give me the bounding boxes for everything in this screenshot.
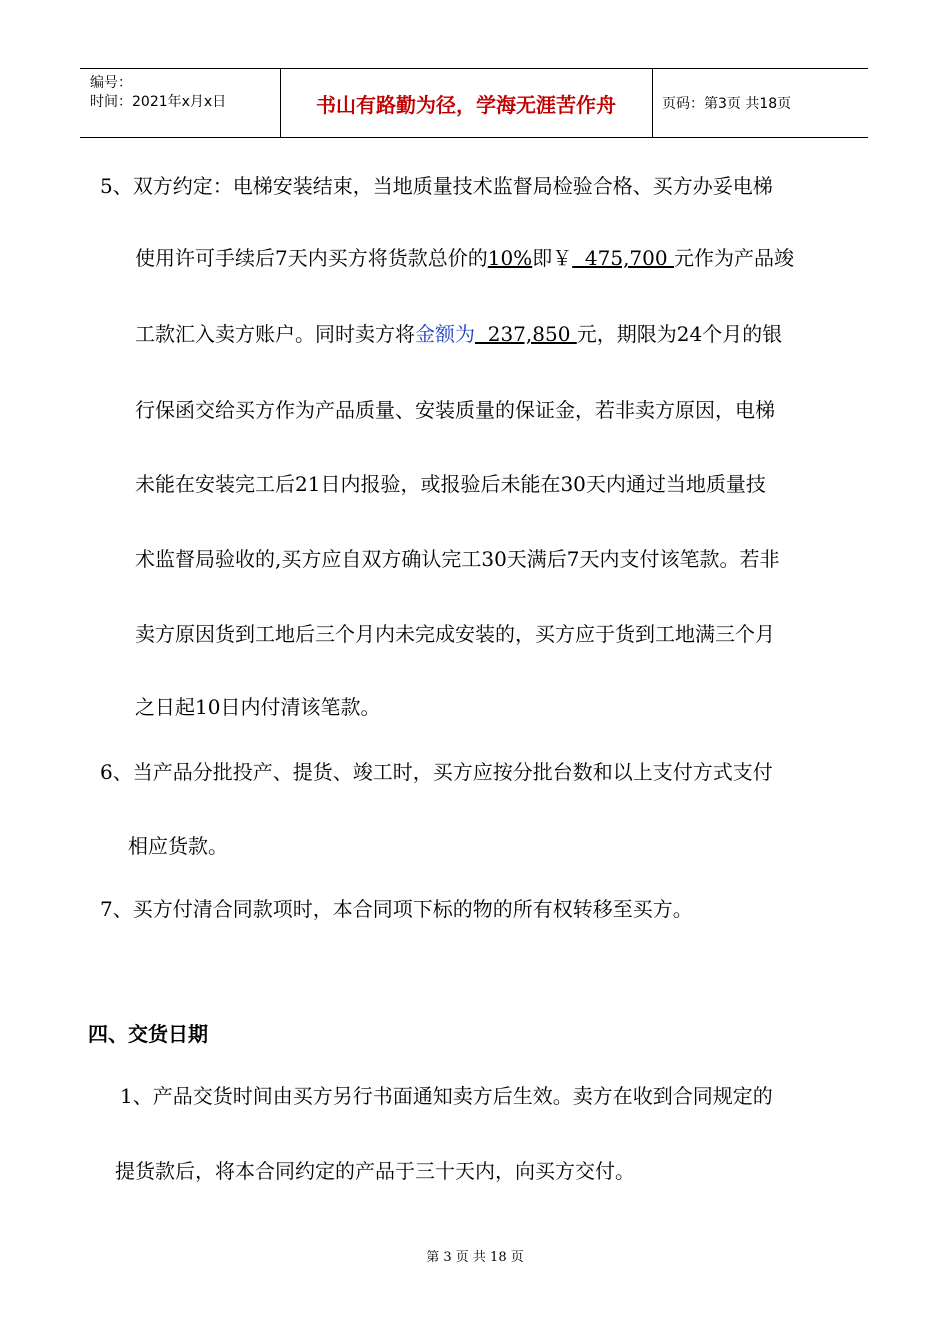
section4-line1: 1、产品交货时间由买方另行书面通知卖方后生效。卖方在收到合同规定的: [120, 1084, 773, 1108]
document-date-label: 时间：2021年x月x日: [90, 94, 227, 110]
clause5-line4: 行保函交给买方作为产品质量、安装质量的保证金，若非卖方原因，电梯: [135, 398, 775, 422]
clause5-line7: 卖方原因货到工地后三个月内未完成安装的，买方应于货到工地满三个月: [135, 622, 775, 646]
clause5-text-e: 元，期限为24个月的银: [576, 322, 783, 346]
clause5-line2: [135, 244, 794, 272]
amount-label: 金额为: [415, 322, 475, 346]
page-footer: 第 3 页 共 18 页: [426, 1250, 524, 1265]
clause5-line1: 5、双方约定：电梯安装结束，当地质量技术监督局检验合格、买方办妥电梯: [100, 174, 773, 198]
clause5-line5: 未能在安装完工后21日内报验，或报验后未能在30天内通过当地质量技: [135, 472, 766, 496]
clause6-line2: 相应货款。: [128, 834, 228, 858]
clause6-line1: 6、当产品分批投产、提货、竣工时，买方应按分批台数和以上支付方式支付: [100, 760, 773, 784]
clause5-text-b: 即￥: [532, 246, 573, 270]
clause5-text-d: 工款汇入卖方账户。同时卖方将: [135, 322, 415, 346]
section4-line2: 提货款后，将本合同约定的产品于三十天内，向买方交付。: [115, 1159, 635, 1183]
section4-title: 四、交货日期: [88, 1022, 208, 1046]
clause5-line3: [135, 320, 782, 348]
header-meta: [80, 69, 281, 137]
percentage-value: 10%: [487, 246, 533, 270]
guarantee-amount: 237,850: [475, 322, 577, 346]
document-number-label: 编号：: [90, 75, 132, 91]
clause5-line8: 之日起10日内付清该笔款。: [135, 695, 381, 719]
header-page-label: 页码：第3页 共18页: [662, 96, 792, 112]
header-motto: 书山有路勤为径，学海无涯苦作舟: [280, 69, 653, 137]
clause5-text-c: 元作为产品竣: [673, 246, 794, 270]
clause7-line1: 7、买方付清合同款项时，本合同项下标的物的所有权转移至买方。: [100, 897, 693, 921]
completion-amount: 475,700: [572, 246, 674, 270]
clause5-line6: 术监督局验收的,买方应自双方确认完工30天满后7天内支付该笔款。若非: [135, 547, 780, 571]
page-header: [80, 68, 868, 138]
clause5-text-a: 使用许可手续后7天内买方将货款总价的: [135, 246, 488, 270]
